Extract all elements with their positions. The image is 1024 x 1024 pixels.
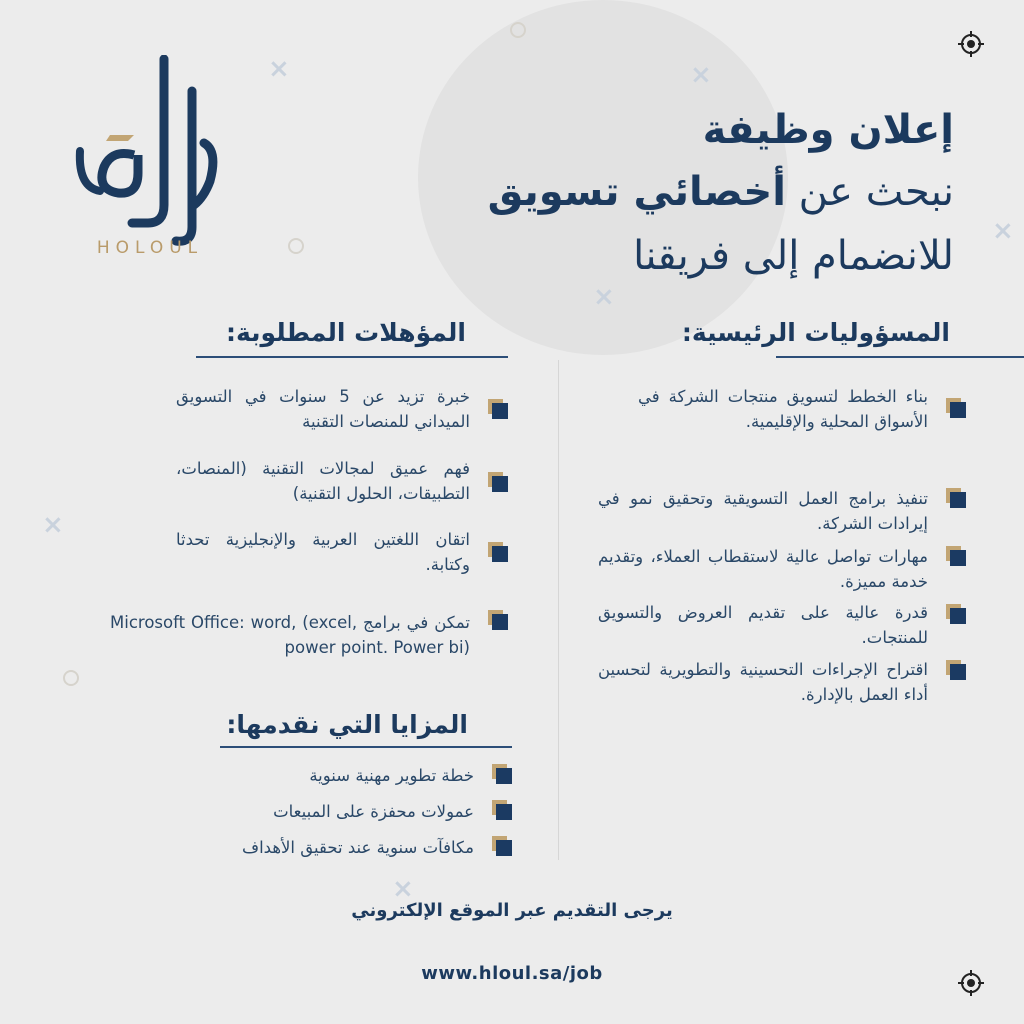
headline <box>354 100 954 288</box>
headline-job-title: أخصائي تسويق <box>487 169 786 215</box>
responsibility-item: مهارات تواصل عالية لاستقطاب العملاء، وتقديم خدمة مميزة. <box>598 547 928 591</box>
close-x-icon: × <box>268 54 290 84</box>
qualifications-title: المؤهلات المطلوبة: <box>225 318 466 347</box>
benefits-underline <box>220 746 512 748</box>
headline-prefix: نبحث عن <box>798 169 954 215</box>
qualification-item: خبرة تزيد عن 5 سنوات في التسويق الميداني للمنصات التقنية <box>176 387 470 431</box>
qualification-item: اتقان اللغتين العربية والإنجليزية تحدثا وكتابة. <box>176 530 470 574</box>
square-bullet-icon <box>950 402 967 419</box>
close-x-icon: × <box>42 510 64 540</box>
target-icon <box>958 31 984 57</box>
square-bullet-icon <box>950 550 967 567</box>
brand-wordmark: HOLOUL <box>96 238 204 258</box>
square-bullet-icon <box>492 614 509 631</box>
close-x-icon: × <box>392 874 414 904</box>
ring-icon <box>510 22 526 38</box>
qualification-item: تمكن في برامج Microsoft Office: word, (excel, power point. Power bi) <box>110 613 470 657</box>
square-bullet-icon <box>492 476 509 493</box>
benefits-title: المزايا التي نقدمها: <box>226 710 468 739</box>
square-bullet-icon <box>492 403 509 420</box>
column-divider <box>558 360 559 860</box>
headline-title: إعلان وظيفة <box>702 107 954 153</box>
responsibility-item: قدرة عالية على تقديم العروض والتسويق للمنتجات. <box>598 603 928 647</box>
square-bullet-icon <box>950 492 967 509</box>
ring-icon <box>288 238 304 254</box>
responsibility-item: تنفيذ برامج العمل التسويقية وتحقيق نمو في إيرادات الشركة. <box>598 489 928 533</box>
qualification-item: فهم عميق لمجالات التقنية (المنصات، التطبيقات، الحلول التقنية) <box>176 459 470 503</box>
responsibilities-title: المسؤوليات الرئيسية: <box>681 318 950 347</box>
responsibilities-underline <box>776 356 1024 358</box>
square-bullet-icon <box>950 608 967 625</box>
qualifications-underline <box>196 356 508 358</box>
brand-logo <box>72 55 222 265</box>
apply-instruction: يرجى التقديم عبر الموقع الإلكتروني <box>351 900 673 921</box>
square-bullet-icon <box>496 768 513 785</box>
ring-icon <box>63 670 79 686</box>
square-bullet-icon <box>496 840 513 857</box>
headline-subtitle <box>354 160 954 224</box>
square-bullet-icon <box>950 664 967 681</box>
benefit-item: خطة تطوير مهنية سنوية <box>309 766 474 785</box>
close-x-icon: × <box>992 216 1014 246</box>
benefit-item: مكافآت سنوية عند تحقيق الأهداف <box>241 838 474 857</box>
square-bullet-icon <box>496 804 513 821</box>
headline-tagline: للانضمام إلى فريقنا <box>633 233 954 279</box>
close-x-icon: × <box>593 282 615 312</box>
responsibility-item: اقتراح الإجراءات التحسينية والتطويرية لتحسين أداء العمل بالإدارة. <box>598 660 928 704</box>
square-bullet-icon <box>492 546 509 563</box>
apply-url-link[interactable]: www.hloul.sa/job <box>421 963 603 984</box>
close-x-icon: × <box>690 60 712 90</box>
responsibility-item: بناء الخطط لتسويق منتجات الشركة في الأسواق المحلية والإقليمية. <box>638 387 928 431</box>
benefit-item: عمولات محفزة على المبيعات <box>273 802 474 821</box>
